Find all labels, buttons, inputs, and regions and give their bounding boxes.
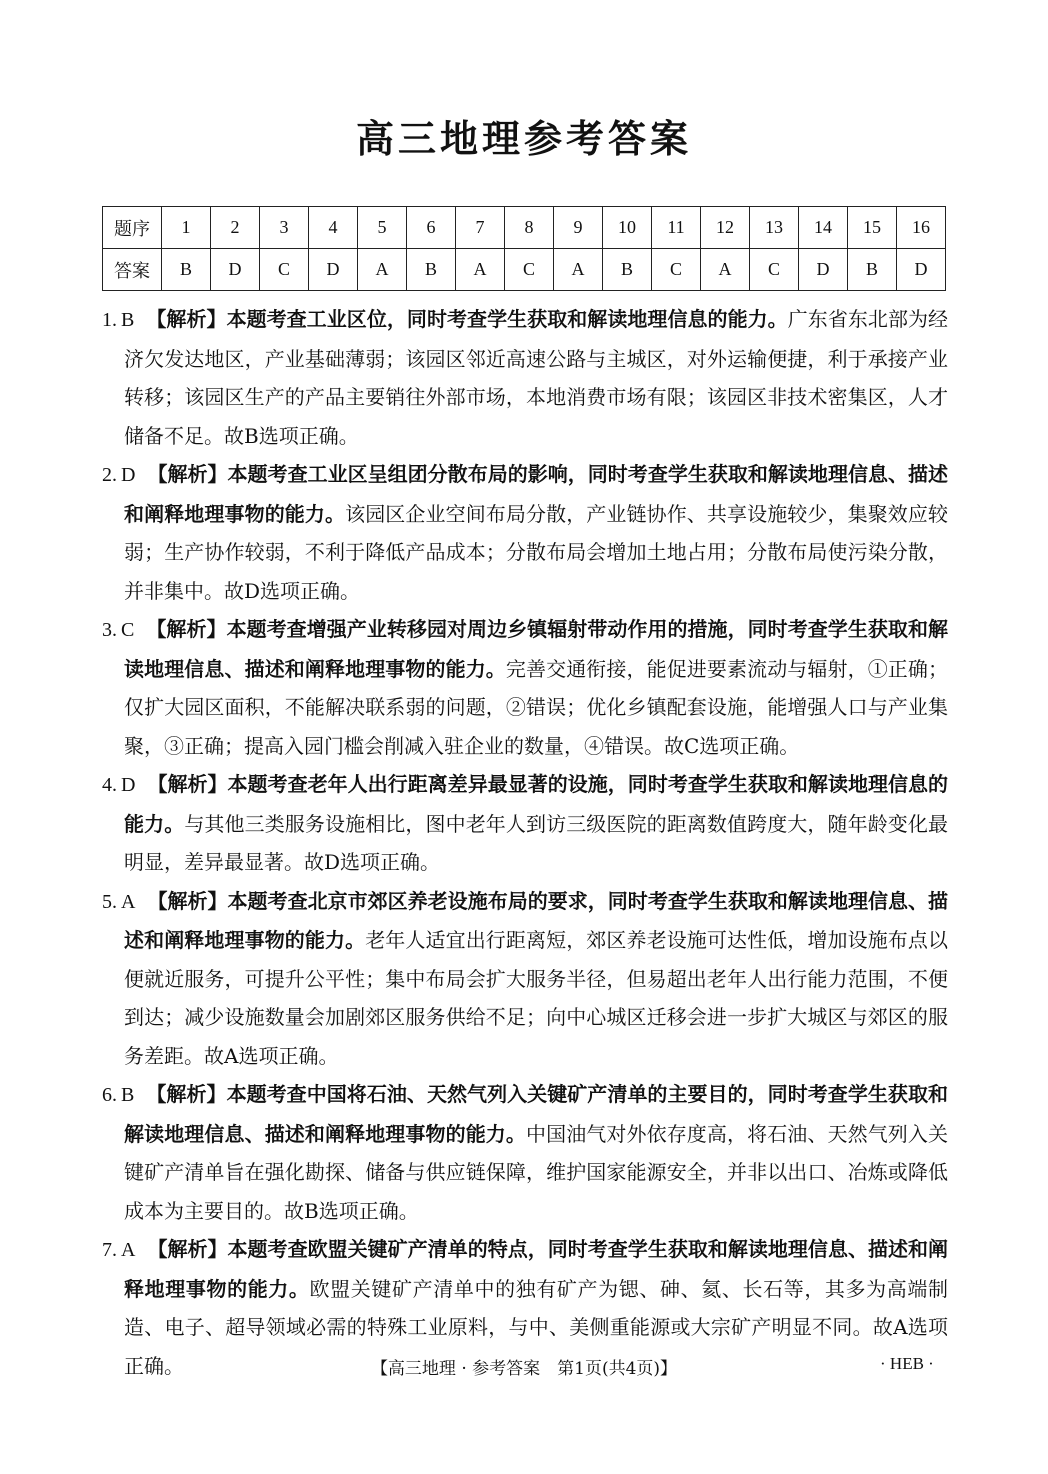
explanation-item	[102, 455, 948, 610]
item-lead: 本题考查老年人出行距离差异最显著的设施，同时考查学生获取和解读地理信息的能力。	[124, 772, 949, 836]
question-number: 8	[505, 207, 554, 249]
answer-cell: A	[701, 249, 750, 291]
item-body: 广东省东北部为经济欠发达地区，产业基础薄弱；该园区邻近高速公路与主城区，对外运输便捷，利于承接产业转移；该园区生产的产品主要销往外部市场，本地消费市场有限；该园区非技术密集区，人才储备不足。故B选项正确。	[124, 307, 949, 448]
explanation-item	[102, 1075, 948, 1230]
analysis-tag: 【解析】	[147, 772, 228, 796]
item-answer: A	[121, 890, 136, 913]
item-body: 完善交通衔接，能促进要素流动与辐射，①正确；仅扩大园区面积，不能解决联系弱的问题，②错误；优化乡镇配套设施，能增强人口与产业集聚，③正确；提高入园门槛会削减入驻企业的数量，④错误。故C选项正确。	[124, 656, 949, 758]
item-body: 与其他三类服务设施相比，图中老年人到访三级医院的距离数值跨度大，随年龄变化最明显，差异最显著。故D选项正确。	[124, 811, 949, 874]
item-answer: B	[121, 1084, 135, 1106]
answer-row	[103, 249, 946, 291]
answer-cell: C	[652, 249, 701, 291]
question-number: 12	[701, 207, 750, 249]
explanation-item	[102, 882, 948, 1076]
question-number: 6	[407, 207, 456, 249]
question-number: 4	[309, 207, 358, 249]
item-number: 4.	[102, 774, 117, 796]
item-answer: B	[121, 309, 135, 331]
answer-cell: A	[456, 249, 505, 291]
question-number: 3	[260, 207, 309, 249]
answer-cell: B	[162, 249, 211, 291]
item-answer: D	[121, 774, 136, 796]
item-lead: 本题考查中国将石油、天然气列入关键矿产清单的主要目的，同时考查学生获取和解读地理信息、描述和阐释地理事物的能力。	[124, 1082, 949, 1146]
item-number: 1.	[102, 309, 117, 331]
answer-cell: D	[309, 249, 358, 291]
explanation-item	[102, 610, 948, 765]
answer-table	[102, 206, 946, 291]
item-lead: 本题考查欧盟关键矿产清单的特点，同时考查学生获取和解读地理信息、描述和阐释地理事物的能力。	[124, 1237, 949, 1301]
answer-cell: D	[897, 249, 946, 291]
question-number: 2	[211, 207, 260, 249]
answer-cell: C	[505, 249, 554, 291]
question-number: 16	[897, 207, 946, 249]
analysis-tag: 【解析】	[146, 1082, 227, 1106]
question-number: 7	[456, 207, 505, 249]
item-number: 7.	[102, 1239, 117, 1261]
item-lead: 本题考查增强产业转移园对周边乡镇辐射带动作用的措施，同时考查学生获取和解读地理信息、描述和阐释地理事物的能力。	[124, 617, 949, 681]
answer-cell: B	[407, 249, 456, 291]
answer-cell: C	[750, 249, 799, 291]
item-lead: 本题考查工业区位，同时考查学生获取和解读地理信息的能力。	[226, 307, 788, 331]
item-lead: 本题考查北京市郊区养老设施布局的要求，同时考查学生获取和解读地理信息、描述和阐释地理事物的能力。	[124, 888, 949, 952]
question-number: 11	[652, 207, 701, 249]
question-number: 15	[848, 207, 897, 249]
question-number: 10	[603, 207, 652, 249]
analysis-tag: 【解析】	[146, 307, 227, 331]
answer-cell: D	[799, 249, 848, 291]
answer-cell: A	[554, 249, 603, 291]
question-number-row	[103, 207, 946, 249]
item-body: 该园区企业空间布局分散，产业链协作、共享设施较少，集聚效应较弱；生产协作较弱，不利于降低产品成本；分散布局会增加土地占用；分散布局使污染分散，并非集中。故D选项正确。	[124, 501, 949, 603]
question-number: 14	[799, 207, 848, 249]
explanation-list	[102, 300, 948, 1385]
item-number: 3.	[102, 619, 117, 641]
explanation-item	[102, 765, 948, 882]
analysis-tag: 【解析】	[147, 888, 228, 913]
item-number: 6.	[102, 1084, 117, 1106]
analysis-tag: 【解析】	[147, 462, 228, 486]
item-body: 老年人适宜出行距离短，郊区养老设施可达性低，增加设施布点以便就近服务，可提升公平性；集中布局会扩大服务半径，但易超出老年人出行能力范围，不便到达；减少设施数量会加剧郊区服务供给不足；向中心城区迁移会进一步扩大城区与郊区的服务差距。故A选项正确。	[124, 928, 949, 1068]
question-number: 5	[358, 207, 407, 249]
item-body: 中国油气对外依存度高，将石油、天然气列入关键矿产清单旨在强化勘探、储备与供应链保障，维护国家能源安全，并非以出口、冶炼或降低成本为主要目的。故B选项正确。	[124, 1121, 948, 1223]
item-number: 5.	[102, 890, 117, 913]
answer-cell: B	[848, 249, 897, 291]
row-label-number: 题序	[103, 207, 162, 249]
answer-cell: B	[603, 249, 652, 291]
page-title: 高三地理参考答案	[355, 117, 692, 161]
item-answer: C	[121, 619, 135, 641]
page-footer: 【高三地理 · 参考答案 第1页(共4页)】	[370, 1359, 678, 1379]
answer-cell: A	[358, 249, 407, 291]
analysis-tag: 【解析】	[146, 617, 227, 641]
answer-cell: D	[211, 249, 260, 291]
item-number: 2.	[102, 464, 117, 486]
item-answer: A	[121, 1239, 136, 1261]
item-lead: 本题考查工业区呈组团分散布局的影响，同时考查学生获取和解读地理信息、描述和阐释地理事物的能力。	[124, 462, 949, 526]
explanation-item	[102, 300, 948, 455]
question-number: 1	[162, 207, 211, 249]
item-answer: D	[121, 464, 136, 486]
row-label-answer: 答案	[103, 249, 162, 291]
footer-code: · HEB ·	[880, 1354, 934, 1373]
analysis-tag: 【解析】	[147, 1237, 228, 1261]
question-number: 9	[554, 207, 603, 249]
item-body: 欧盟关键矿产清单中的独有矿产为锶、砷、氦、长石等，其多为高端制造、电子、超导领域必需的特殊工业原料，与中、美侧重能源或大宗矿产明显不同。故A选项正确。	[124, 1276, 949, 1378]
answer-cell: C	[260, 249, 309, 291]
question-number: 13	[750, 207, 799, 249]
